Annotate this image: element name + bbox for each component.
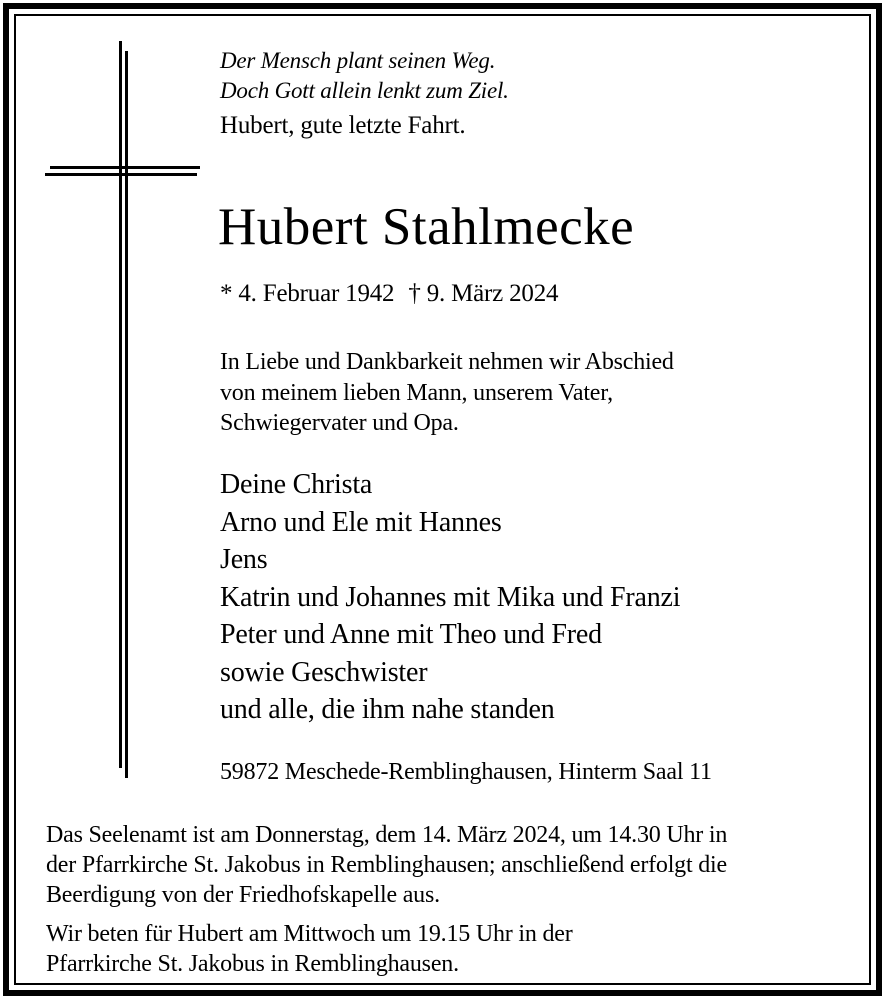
cross-vertical-line-left	[119, 41, 122, 768]
mourner-line: sowie Geschwister	[220, 656, 428, 688]
intro-paragraph	[220, 347, 674, 439]
service-info-paragraph	[46, 820, 727, 910]
mourner-line: Arno und Ele mit Hannes	[220, 506, 502, 538]
prayer-info-paragraph	[46, 919, 573, 979]
mourner-line: und alle, die ihm nahe standen	[220, 694, 555, 725]
intro-line: Schwiegervater und Opa.	[220, 410, 459, 436]
birth-date: * 4. Februar 1942	[220, 280, 395, 307]
cross-horizontal-line-top	[50, 166, 200, 169]
prayer-line: Wir beten für Hubert am Mittwoch um 19.15 Uhr in der	[46, 921, 573, 947]
verse-block	[220, 46, 509, 106]
address-line: 59872 Meschede-Remblinghausen, Hinterm Saal 11	[220, 759, 712, 785]
service-line: der Pfarrkirche St. Jakobus in Remblinghausen; anschließend erfolgt die	[46, 852, 727, 878]
intro-line: von meinem lieben Mann, unserem Vater,	[220, 379, 613, 406]
cross-horizontal-line-bottom	[45, 173, 197, 176]
service-line: Beerdigung von der Friedhofskapelle aus.	[46, 882, 440, 908]
mourner-line: Jens	[220, 544, 268, 575]
verse-line: Doch Gott allein lenkt zum Ziel.	[220, 78, 509, 103]
cross-vertical-line-right	[125, 51, 128, 778]
intro-line: In Liebe und Dankbarkeit nehmen wir Abschied	[220, 349, 674, 375]
prayer-line: Pfarrkirche St. Jakobus in Remblinghausen.	[46, 951, 459, 977]
mourner-line: Peter und Anne mit Theo und Fred	[220, 619, 602, 650]
mourner-line: Deine Christa	[220, 469, 373, 500]
mourners-list	[220, 466, 680, 729]
death-date: † 9. März 2024	[408, 280, 559, 307]
verse-line: Der Mensch plant seinen Weg.	[220, 48, 496, 73]
service-line: Das Seelenamt ist am Donnerstag, dem 14. März 2024, um 14.30 Uhr in	[46, 822, 728, 848]
salutation-text: Hubert, gute letzte Fahrt.	[220, 112, 466, 139]
mourner-line: Katrin und Johannes mit Mika und Franzi	[220, 581, 681, 613]
life-dates	[220, 279, 558, 309]
deceased-name-title: Hubert Stahlmecke	[218, 198, 635, 256]
